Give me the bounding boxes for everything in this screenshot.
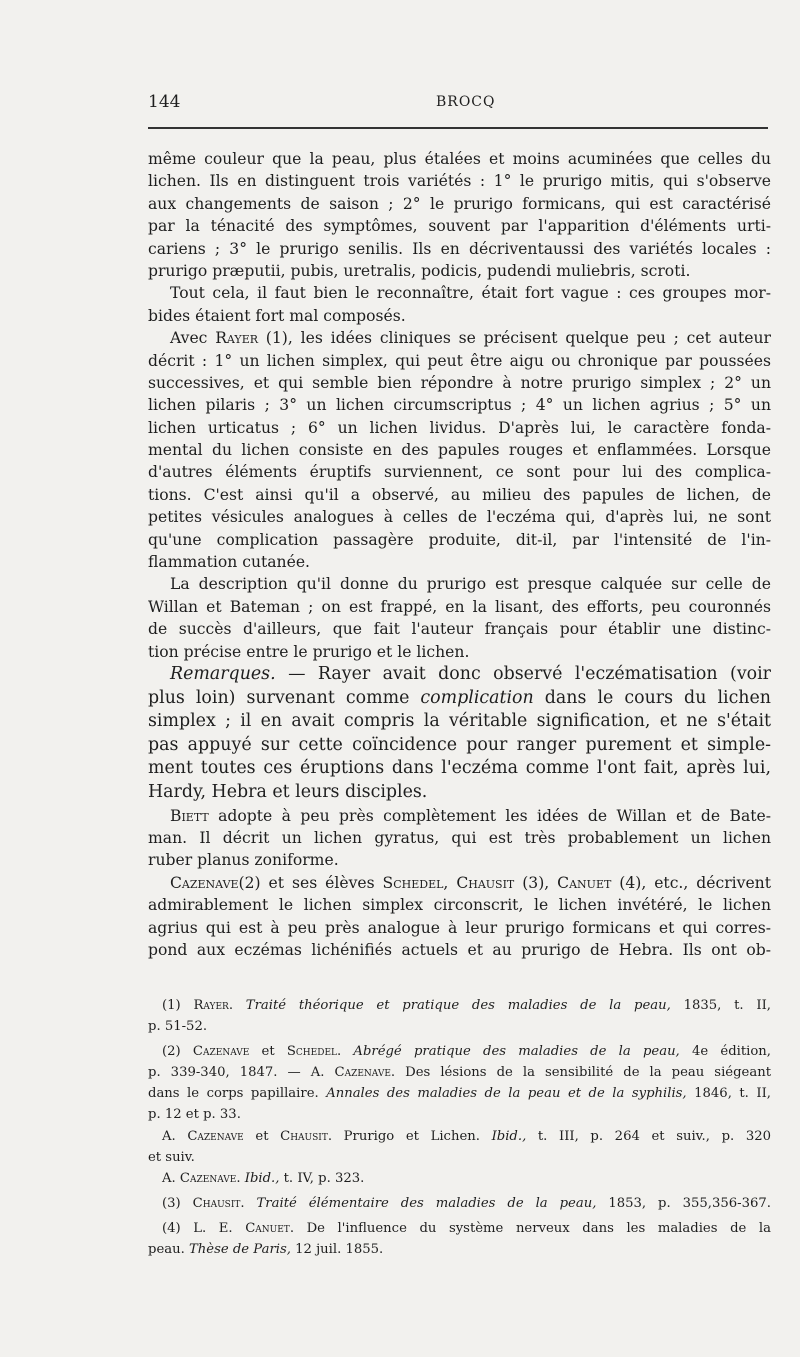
text-line: Hardy, Hebra et leurs disciples. — [148, 781, 428, 802]
text-line: cariens ; 3° le prurigo senilis. Ils en décriventaussi des variétés locales : — [148, 239, 771, 258]
body-text — [148, 148, 771, 961]
text-line: plus loin) survenant comme complication dans le cours du lichen — [148, 687, 772, 708]
text-line: par la ténacité des symptômes, souvent par l'apparition d'éléments urti- — [148, 217, 771, 236]
footnote-1 — [148, 995, 771, 1037]
text-line: (3) Chausit. Traité élémentaire des maladies de la peau, 1853, p. 355,356-367. — [162, 1195, 771, 1211]
page-number: 144 — [148, 92, 181, 112]
footnote-2b — [148, 1126, 771, 1168]
book-title: Traité élémentaire des maladies de la peau, — [256, 1195, 597, 1211]
ibid: Ibid., — [244, 1170, 280, 1186]
author-name: Cazenave — [192, 1044, 250, 1060]
footnotes — [148, 995, 771, 1260]
ibid: Ibid., — [491, 1128, 527, 1144]
text-line: lichen. Ils en distinguent trois variétés : 1° le prurigo mitis, qui s'observe — [148, 172, 771, 191]
text-line: (2) Cazenave et Schedel. Abrégé pratique des maladies de la peau, 4e édition, — [162, 1044, 771, 1060]
text-line: peau. Thèse de Paris, 12 juil. 1855. — [148, 1242, 384, 1258]
text-line: simplex ; il en avait compris la véritable signification, et ne s'était — [148, 711, 771, 732]
text-line: pond aux eczémas lichénifiés actuels et au prurigo de Hebra. Ils ont ob- — [148, 940, 771, 959]
text-line: man. Il décrit un lichen gyratus, qui est très probablement un lichen — [148, 828, 771, 847]
text-line: mental du lichen consiste en des papules rouges et enflammées. Lorsque — [148, 441, 771, 460]
text-line: p. 12 et p. 33. — [148, 1107, 241, 1123]
book-title: Traité théorique et pratique des maladies de la peau, — [245, 998, 671, 1013]
running-head: BROCQ — [436, 94, 496, 110]
text-line: Biett adopte à peu près complètement les idées de Willan et de Bate- — [170, 806, 771, 825]
text-line: Avec Rayer (1), les idées cliniques se précisent quelque peu ; cet auteur — [170, 329, 771, 348]
author-name: Rayer — [193, 998, 229, 1013]
author-name: Chausit — [280, 1128, 328, 1144]
footnote-2c — [148, 1168, 771, 1189]
footnote-2 — [148, 1041, 771, 1125]
text-line: bides étaient fort mal composés. — [148, 306, 406, 325]
text-line: ruber planus zoniforme. — [148, 851, 339, 870]
author-name: Canuet — [557, 873, 612, 892]
paragraph-3 — [148, 327, 771, 573]
header-rule — [148, 127, 768, 129]
text-line: La description qu'il donne du prurigo est presque calquée sur celle de — [170, 575, 771, 594]
footnote-3 — [148, 1193, 771, 1214]
text-line: pas appuyé sur cette coïncidence pour ranger purement et simple- — [148, 734, 771, 755]
text-line: dans le corps papillaire. Annales des maladies de la peau et de la syphilis, 1846, t. II, — [148, 1086, 771, 1102]
text-line: admirablement le lichen simplex circonscrit, le lichen invétéré, le lichen — [148, 896, 771, 915]
author-name: Cazenave — [170, 873, 239, 892]
paragraph-5 — [148, 805, 771, 872]
text-line: (4) L. E. Canuet. De l'influence du système nerveux dans les maladies de la — [162, 1220, 771, 1236]
book-title: Abrégé pratique des maladies de la peau, — [353, 1044, 680, 1060]
remarks-label: Remarques. — [170, 663, 276, 684]
text-line: lichen urticatus ; 6° un lichen lividus. D'après lui, le caractère fonda- — [148, 418, 771, 437]
page-header — [148, 92, 768, 116]
paragraph-4 — [148, 573, 771, 663]
text-line: p. 339-340, 1847. — A. Cazenave. Des lésions de la sensibilité de la peau siégeant — [148, 1065, 771, 1081]
author-name: Cazenave — [187, 1128, 244, 1144]
text-line: A. Cazenave et Chausit. Prurigo et Lichen. Ibid., t. III, p. 264 et suiv., p. 320 — [162, 1128, 771, 1144]
paragraph-1 — [148, 148, 771, 282]
text-line: Remarques. — Rayer avait donc observé l'eczématisation (voir — [170, 663, 771, 684]
text-line: de succès d'ailleurs, que fait l'auteur français pour établir une distinc- — [148, 620, 771, 639]
author-name: Biett — [170, 806, 209, 825]
paragraph-2 — [148, 282, 771, 327]
text-line: tions. C'est ainsi qu'il a observé, au milieu des papules de lichen, de — [148, 485, 771, 504]
text-line: ment toutes ces éruptions dans l'eczéma comme l'ont fait, après lui, — [148, 758, 771, 779]
text-line: qu'une complication passagère produite, dit-il, par l'intensité de l'in- — [148, 530, 771, 549]
text-line: Tout cela, il faut bien le reconnaître, était fort vague : ces groupes mor- — [170, 284, 771, 303]
text-line: successives, et qui semble bien répondre à notre prurigo simplex ; 2° un — [148, 373, 771, 392]
text-line: petites vésicules analogues à celles de l'eczéma qui, d'après lui, ne sont — [148, 508, 771, 527]
author-name: Cazenave — [334, 1065, 391, 1081]
paragraph-6 — [148, 872, 771, 962]
text-line: Willan et Bateman ; on est frappé, en la lisant, des efforts, peu couronnés — [148, 597, 771, 616]
text-line: A. Cazenave. Ibid., t. IV, p. 323. — [162, 1170, 365, 1186]
remarks-paragraph — [148, 663, 771, 805]
text-line: lichen pilaris ; 3° un lichen circumscriptus ; 4° un lichen agrius ; 5° un — [148, 396, 771, 415]
text-line: Cazenave(2) et ses élèves Schedel, Chausit (3), Canuet (4), etc., décrivent — [170, 873, 771, 892]
book-title: Thèse de Paris, — [189, 1242, 291, 1258]
author-name: Rayer — [215, 329, 259, 348]
emphasis: complication — [420, 687, 534, 708]
text-line: agrius qui est à peu près analogue à leur prurigo formicans et qui corres- — [148, 918, 771, 937]
text-line: tion précise entre le prurigo et le lichen. — [148, 642, 470, 661]
text-line: d'autres éléments éruptifs surviennent, ce sont pour lui des complica- — [148, 463, 771, 482]
text-line: même couleur que la peau, plus étalées et moins acuminées que celles du — [148, 150, 771, 168]
text-line: aux changements de saison ; 2° le prurigo formicans, qui est caractérisé — [148, 194, 771, 213]
author-name: Canuet — [245, 1220, 290, 1236]
author-name: Chausit — [192, 1195, 241, 1211]
text-line: prurigo præputii, pubis, uretralis, podicis, pudendi muliebris, scroti. — [148, 261, 691, 280]
author-name: Schedel — [382, 873, 444, 892]
author-name: Cazenave — [179, 1170, 237, 1186]
text-line: p. 51-52. — [148, 1019, 208, 1035]
author-name: Chausit — [456, 873, 515, 892]
text-line: (1) Rayer. Traité théorique et pratique des maladies de la peau, 1835, t. II, — [162, 998, 771, 1013]
footnote-4 — [148, 1218, 771, 1260]
text-line: décrit : 1° un lichen simplex, qui peut être aigu ou chronique par poussées — [148, 351, 771, 370]
author-name: Schedel — [286, 1044, 337, 1060]
text-line: flammation cutanée. — [148, 553, 311, 572]
text-line: et suiv. — [148, 1149, 195, 1165]
book-title: Annales des maladies de la peau et de la syphilis, — [326, 1086, 687, 1102]
